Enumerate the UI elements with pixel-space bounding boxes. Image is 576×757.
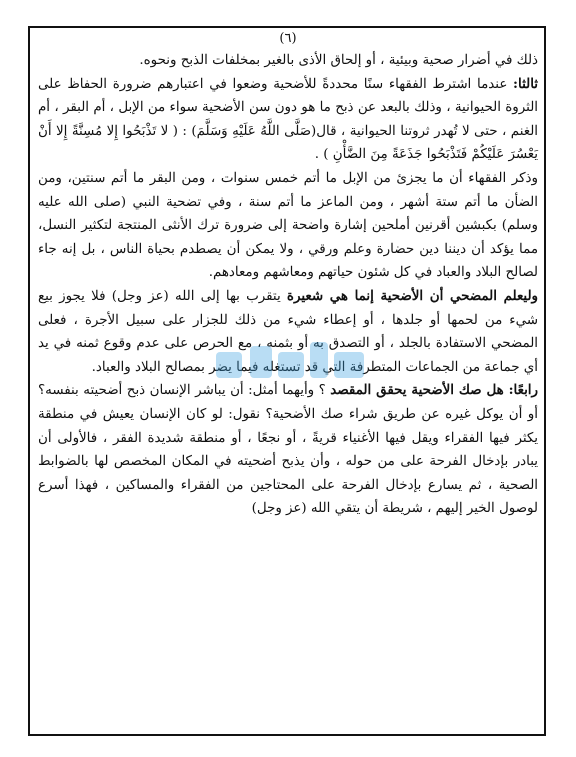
paragraph-5-text: ؟ وأيهما أمثل: أن يباشر الإنسان ذبح أضحيته بنفسه؟ أو أن يوكل غيره عن طريق شراء صك الأضحية؟ نقول: لو كان الإنسان يعيش في منطقة يكثر فيها الفقراء ويقل فيها الأغنياء قريةً ، أو نجعًا ، أو منطقة شديدة الفقر ، فالأولى أن يبادر بإدخال الفرحة على من حوله ، وأن يذبح أضحيته في المكان المخصص لها بالضوابط الصحية ، ثم يسارع بإدخال الفرحة على المحتاجين من الفقراء والمساكين ، فهذا أسرع لوصول الخير إليهم ، شريطة أن يتقي الله (عز وجل) bbox=[38, 383, 538, 517]
paragraph-4-text: يتقرب بها إلى الله (عز وجل) فلا يجوز بيع شيء من لحمها أو جلدها ، أو إعطاء شيء من ذلك للجزار على سبيل الأجرة ، فعلى المضحي الاستفادة بالجلد ، أو التصدق به أو بثمنه ، مع الحرص على عدم وقوع ثمنه في يد أي جماعة من الجماعات المتطرفة التي قد تستغله فيما يضر بمصالح البلاد والعباد. bbox=[38, 288, 539, 375]
section-question: هل صك الأضحية يحقق المقصد bbox=[330, 382, 509, 399]
section-label-third: ثالثا: bbox=[513, 75, 538, 92]
section-label-fourth: رابعًا: bbox=[508, 382, 538, 399]
page-number: (٦) bbox=[279, 31, 297, 46]
paragraph-4 bbox=[38, 285, 538, 379]
paragraph-1: ذلك في أضرار صحية وبيئية ، أو إلحاق الأذى بالغير بمخلفات الذبح ونحوه. bbox=[139, 53, 538, 68]
document-page bbox=[38, 30, 538, 521]
paragraph-2 bbox=[38, 73, 538, 167]
paragraph-3: وذكر الفقهاء أن ما يجزئ من الإبل ما أتم خمس سنوات ، ومن البقر ما أتم سنتين، ومن الضأن ما أتم ستة أشهر ، ومن الماعز ما أتم سنة ، وفي تضحية النبي (صلى الله عليه وسلم) بكبشين أقرنين أملحين إشارة واضحة إلى ضرورة ترك الأنثى المنتجة لتكثير النسل، مما يؤكد أن ديننا دين حضارة وعلم ورقي ، ولا يمكن أن يصطدم بحياة الناس ، بل إنه جاء لصالح البلاد والعباد في كل شئون حياتهم ومعاشهم ومعادهم. bbox=[38, 170, 538, 281]
paragraph-2-text: عندما اشترط الفقهاء سنًا محددةً للأضحية وضعوا في اعتبارهم ضرورة الحفاظ على الثروة الحيوانية ، وذلك بالبعد عن ذبح ما هو دون سن الأضحية سواء من الإبل ، أم البقر ، أم الغنم ، حتى لا تُهدر ثروتنا الحيوانية ، قال(صَلَّى اللَّهُ عَلَيْهِ وَسَلَّمَ) : ( لا تَذْبَحُوا إِلا مُسِنَّةً إِلا أَنْ يَعْسُرَ عَلَيْكُمْ فَتَذْبَحُوا جَذَعَةً مِنَ الضَّأْنِ ) . bbox=[38, 76, 538, 163]
paragraph-5 bbox=[38, 379, 538, 521]
bold-sentence: وليعلم المضحي أن الأضحية إنما هي شعيرة bbox=[286, 287, 538, 304]
